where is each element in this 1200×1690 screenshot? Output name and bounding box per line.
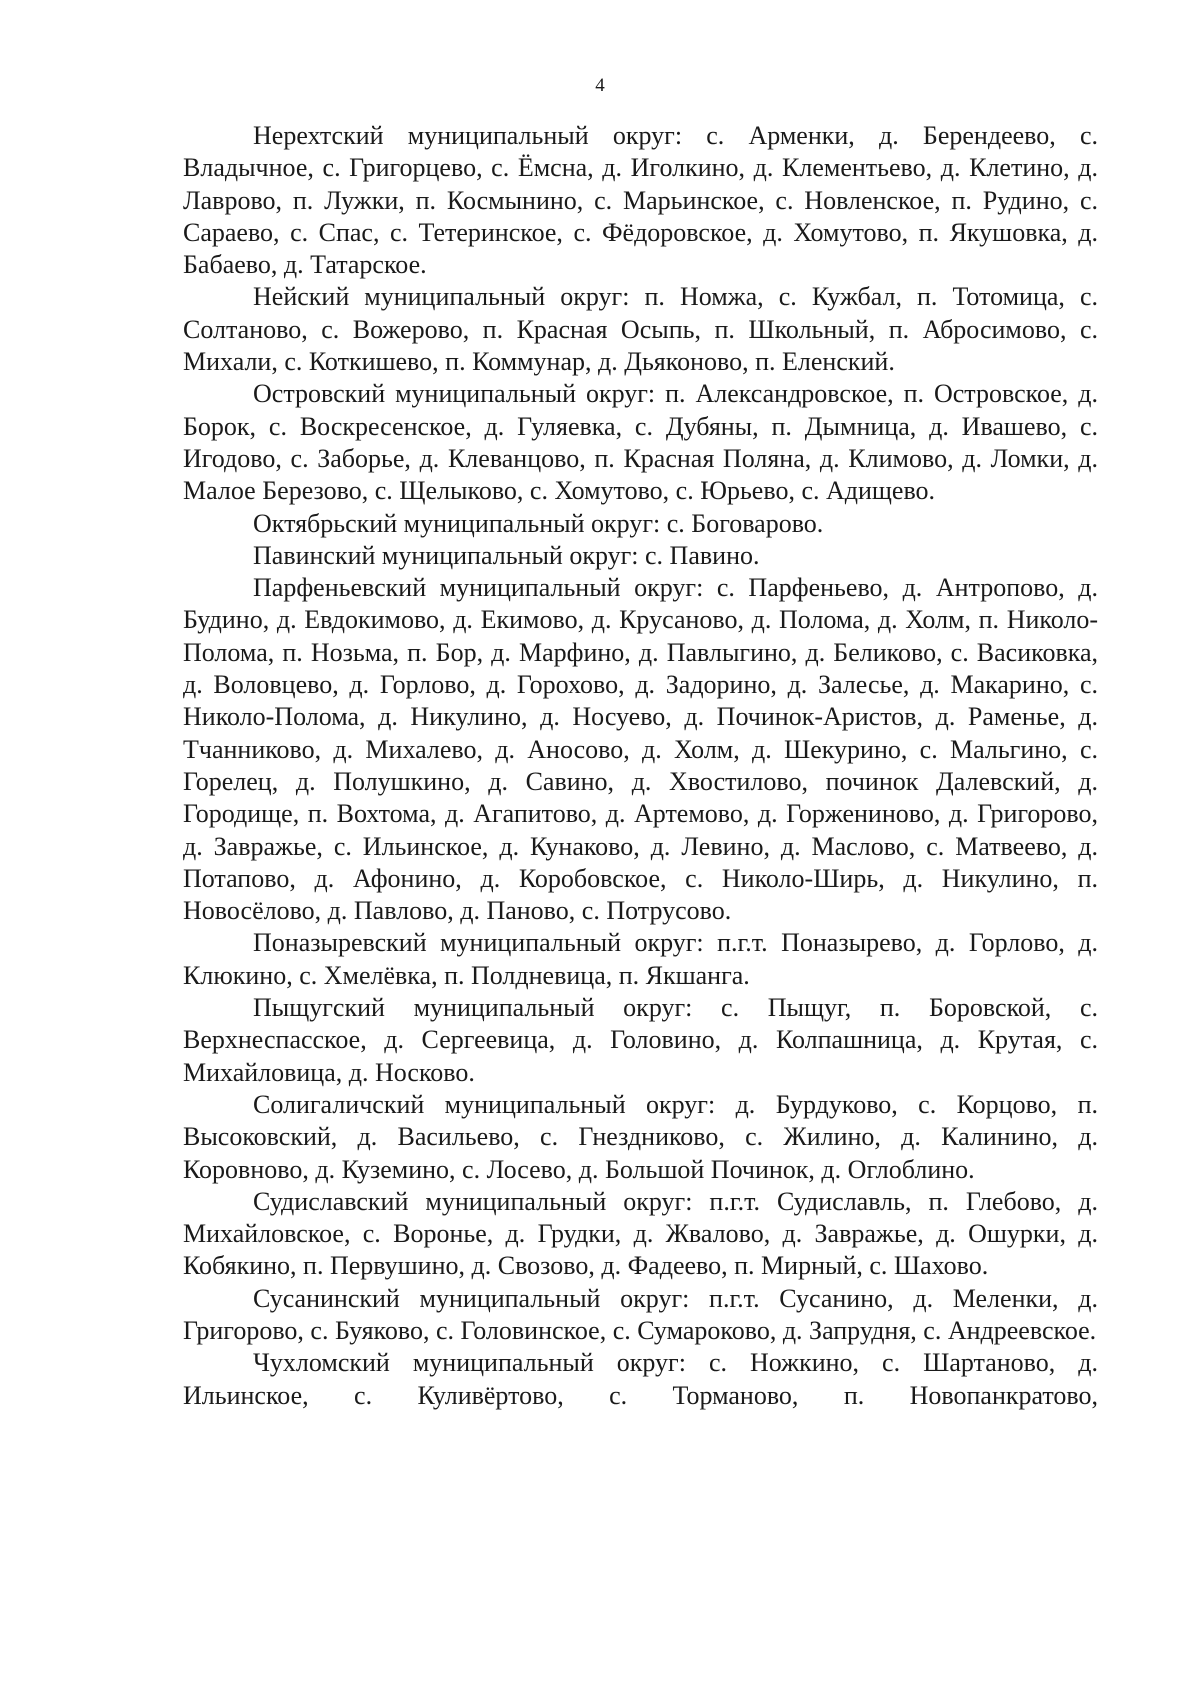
paragraph-pyshchugsky: Пыщугский муниципальный округ: с. Пыщуг, п. Боровской, с. Верхнеспасское, д. Сергеевица, д. Головино, д. Колпашница, д. Крутая, с. Михайловица, д. Носково.	[183, 993, 1098, 1087]
paragraph-parfenyevsky: Парфеньевский муниципальный округ: с. Парфеньево, д. Антропово, д. Будино, д. Евдокимово, д. Екимово, д. Крусаново, д. Полома, д. Холм, п. Николо-Полома, п. Нозьма, п. Бор, д. Марфино, д. Павлыгино, д. Беликово, с. Васиковка, д. Воловцево, д. Горлово, д. Горохово, д. Задорино, д. Залесье, д. Макарино, с. Николо-Полома, д. Никулино, д. Носуево, д. Починок-Аристов, д. Раменье, д. Тчанниково, д. Михалево, д. Аносово, д. Холм, д. Шекурино, с. Мальгино, с. Горелец, д. Полушкино, д. Савино, д. Хвостилово, починок Далевский, д. Городище, п. Вохтома, д. Агапитово, д. Артемово, д. Горжениново, д. Григорово, д. Завражье, с. Ильинское, д. Кунаково, д. Левино, д. Маслово, с. Матвеево, д. Потапово, д. Афонино, д. Коробовское, с. Николо-Ширь, д. Никулино, п. Новосёлово, д. Павлово, д. Паново, с. Потрусово.	[183, 573, 1098, 926]
document-body	[183, 120, 1098, 1412]
paragraph-sudislavsky: Судиславский муниципальный округ: п.г.т. Судиславль, п. Глебово, д. Михайловское, с. Воронье, д. Грудки, д. Жвалово, д. Завражье, д. Ошурки, д. Кобякино, п. Первушино, д. Свозово, д. Фадеево, п. Мирный, с. Шахово.	[183, 1186, 1098, 1281]
paragraph-pavinsky: Павинский муниципальный округ: с. Павино.	[253, 540, 760, 570]
paragraph-neisky: Нейский муниципальный округ: п. Номжа, с. Кужбал, п. Тотомица, с. Солтаново, с. Вожерово, п. Красная Осыпь, п. Школьный, п. Абросимово, с. Михали, с. Коткишево, п. Коммунар, д. Дьяконово, п. Еленский.	[183, 282, 1098, 377]
page-number: 4	[595, 75, 605, 96]
paragraph-ponazyrevsky: Поназыревский муниципальный округ: п.г.т. Поназырево, д. Горлово, д. Клюкино, с. Хмелёвка, п. Полдневица, п. Якшанга.	[183, 928, 1098, 990]
paragraph-chukhlomsky: Чухломский муниципальный округ: с. Ножкино, с. Шартаново, д. Ильинское, с. Куливёртово, с. Торманово, п. Новопанкратово,	[183, 1348, 1098, 1410]
paragraph-oktyabrsky: Октябрьский муниципальный округ: с. Боговарово.	[253, 508, 824, 538]
paragraph-susaninsky: Сусанинский муниципальный округ: п.г.т. Сусанино, д. Меленки, д. Григорово, с. Буяково, с. Головинское, с. Сумароково, д. Запрудня, с. Андреевское.	[183, 1283, 1098, 1345]
paragraph-nerekhtsky: Нерехтский муниципальный округ: с. Арменки, д. Берендеево, с. Владычное, с. Григорцево, с. Ёмсна, д. Иголкино, д. Клементьево, д. Клетино, д. Лаврово, п. Лужки, п. Космынино, с. Марьинское, с. Новленское, п. Рудино, с. Сараево, с. Спас, с. Тетеринское, с. Фёдоровское, д. Хомутово, п. Якушовка, д. Бабаево, д. Татарское.	[183, 121, 1098, 280]
paragraph-soligalichsky: Солигаличский муниципальный округ: д. Бурдуково, с. Корцово, п. Высоковский, д. Васильево, с. Гнездниково, с. Жилино, д. Калинино, д. Коровново, д. Куземино, с. Лосево, д. Большой Починок, д. Оглоблино.	[183, 1089, 1098, 1184]
paragraph-ostrovsky: Островский муниципальный округ: п. Александровское, п. Островское, д. Борок, с. Воскресенское, д. Гуляевка, с. Дубяны, п. Дымница, д. Ивашево, с. Игодово, с. Заборье, д. Клеванцово, п. Красная Поляна, д. Климово, д. Ломки, д. Малое Березово, с. Щелыково, с. Хомутово, с. Юрьево, с. Адищево.	[183, 379, 1098, 506]
